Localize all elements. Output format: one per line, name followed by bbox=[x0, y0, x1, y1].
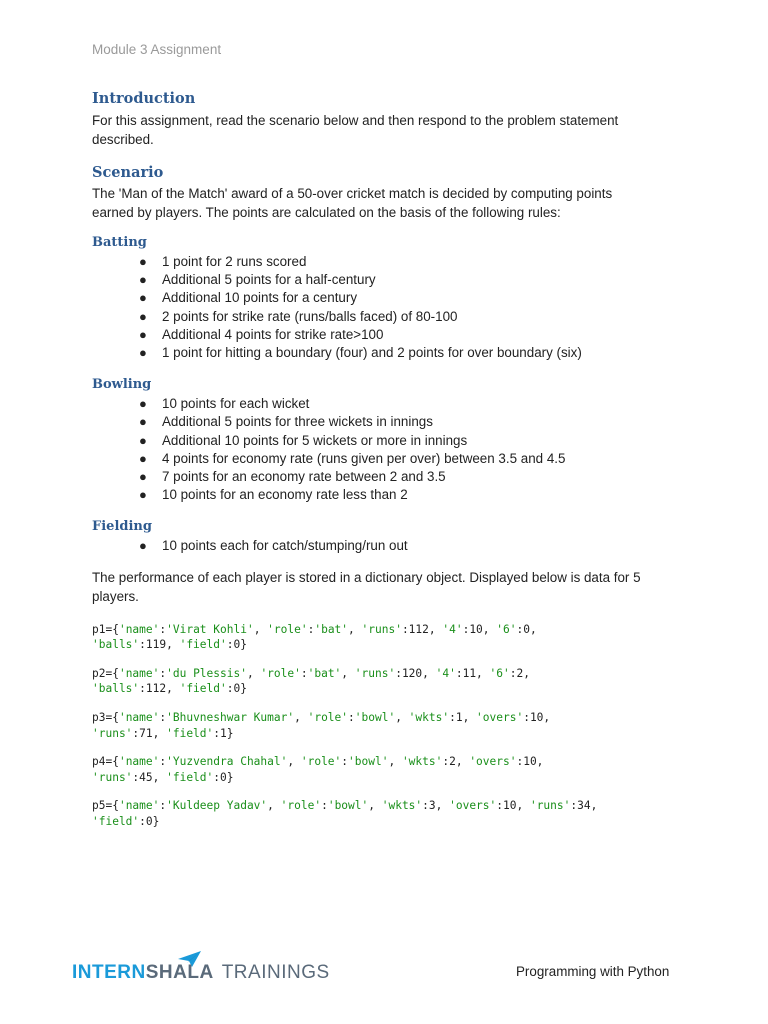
code-string: 'field' bbox=[92, 814, 140, 828]
code-line bbox=[92, 726, 652, 742]
code-text: :45, bbox=[132, 770, 167, 784]
code-text: : bbox=[159, 799, 167, 813]
code-text: :3, bbox=[422, 799, 450, 813]
code-string: 'wkts' bbox=[401, 755, 443, 769]
list-item: ● 1 point for hitting a boundary (four) and 2 points for over boundary (six) bbox=[139, 345, 582, 361]
code-block-p2 bbox=[92, 666, 652, 697]
code-string: '4' bbox=[435, 666, 456, 680]
code-text: :34, bbox=[570, 799, 598, 813]
document-body bbox=[92, 88, 652, 830]
code-string: 'role' bbox=[260, 666, 301, 680]
code-text: :1} bbox=[213, 726, 234, 740]
code-string: 'role' bbox=[280, 799, 322, 813]
list-item: ● Additional 5 points for a half-century bbox=[139, 272, 376, 288]
code-text: , bbox=[368, 799, 382, 813]
code-text: :0} bbox=[139, 814, 160, 828]
code-text: : bbox=[159, 666, 167, 680]
bowling-list bbox=[92, 395, 652, 504]
code-text: :120, bbox=[395, 666, 436, 680]
list-item: ● Additional 4 points for strike rate>100 bbox=[139, 326, 384, 342]
code-string: 'overs' bbox=[469, 755, 517, 769]
code-text: , bbox=[348, 622, 362, 636]
code-text: :1, bbox=[449, 711, 477, 725]
code-string: 'name' bbox=[118, 666, 160, 680]
code-line bbox=[92, 754, 652, 770]
code-string: 'name' bbox=[118, 622, 160, 636]
code-line bbox=[92, 681, 652, 697]
fielding-heading: Fielding bbox=[92, 519, 152, 535]
code-string: 'wkts' bbox=[408, 711, 450, 725]
code-string: 'wkts' bbox=[381, 799, 423, 813]
code-string: '6' bbox=[496, 622, 517, 636]
code-string: 'runs' bbox=[354, 666, 396, 680]
intro-paragraph bbox=[92, 111, 652, 149]
code-string: 'bat' bbox=[307, 666, 342, 680]
code-string: 'field' bbox=[179, 638, 227, 652]
code-text: : bbox=[159, 711, 167, 725]
code-text: , bbox=[294, 711, 308, 725]
code-text: , bbox=[395, 711, 409, 725]
code-string: 'balls' bbox=[92, 638, 140, 652]
code-text: , bbox=[253, 622, 268, 636]
performance-line-1: The performance of each player is stored in a dictionary object. Displayed below is data for 5 bbox=[92, 569, 641, 585]
code-line bbox=[92, 666, 652, 682]
code-string: '4' bbox=[442, 622, 463, 636]
performance-line-2: players. bbox=[92, 588, 139, 604]
code-text: , bbox=[287, 755, 301, 769]
code-string: 'runs' bbox=[92, 770, 133, 784]
code-text: :2, bbox=[509, 666, 530, 680]
code-string: 'role' bbox=[300, 755, 342, 769]
code-block-p5 bbox=[92, 798, 652, 829]
internshala-trainings-logo bbox=[72, 962, 330, 984]
code-string: 'runs' bbox=[361, 622, 402, 636]
code-line bbox=[92, 770, 652, 786]
code-text: :0} bbox=[226, 638, 247, 652]
code-string: 'balls' bbox=[92, 682, 140, 696]
code-text: p4={ bbox=[92, 755, 119, 769]
code-line bbox=[92, 637, 652, 653]
code-line bbox=[92, 710, 652, 726]
code-text: :10, bbox=[516, 755, 544, 769]
code-text: :10, bbox=[462, 622, 497, 636]
scenario-line-2: earned by players. The points are calculated on the basis of the following rules: bbox=[92, 205, 561, 220]
code-string: 'Yuzvendra Chahal' bbox=[166, 755, 288, 769]
bowling-heading: Bowling bbox=[92, 377, 152, 393]
code-line bbox=[92, 798, 652, 814]
code-text: , bbox=[267, 799, 281, 813]
code-text: , bbox=[341, 666, 355, 680]
code-text: :0, bbox=[516, 622, 537, 636]
list-item: ● 10 points each for catch/stumping/run out bbox=[139, 538, 408, 554]
code-string: 'name' bbox=[118, 799, 160, 813]
list-item: ● Additional 10 points for a century bbox=[139, 290, 358, 306]
list-item: ● Additional 5 points for three wickets in innings bbox=[139, 414, 433, 430]
page-header-title: Module 3 Assignment bbox=[92, 42, 222, 57]
scenario-paragraph bbox=[92, 184, 652, 222]
scenario-heading: Scenario bbox=[92, 164, 164, 181]
code-string: '6' bbox=[489, 666, 510, 680]
code-string: 'role' bbox=[307, 711, 349, 725]
code-string: 'field' bbox=[166, 770, 214, 784]
code-text: :2, bbox=[442, 755, 470, 769]
code-string: 'field' bbox=[179, 682, 227, 696]
code-text: :0} bbox=[226, 682, 247, 696]
list-item: ● 10 points for an economy rate less than 2 bbox=[139, 487, 408, 503]
code-string: 'bat' bbox=[314, 622, 349, 636]
code-text: : bbox=[341, 755, 349, 769]
code-string: 'du Plessis' bbox=[166, 666, 247, 680]
logo-shala: SHALA bbox=[145, 962, 214, 983]
code-text: :11, bbox=[455, 666, 490, 680]
code-text: :112, bbox=[139, 682, 180, 696]
code-string: 'bowl' bbox=[354, 711, 396, 725]
batting-list bbox=[92, 253, 652, 362]
fielding-list bbox=[92, 537, 652, 555]
code-text: :112, bbox=[401, 622, 443, 636]
code-text: , bbox=[246, 666, 261, 680]
code-text: p5={ bbox=[92, 799, 119, 813]
code-text: , bbox=[388, 755, 402, 769]
code-text: :71, bbox=[132, 726, 167, 740]
list-item: ● 10 points for each wicket bbox=[139, 396, 310, 412]
code-block-p3 bbox=[92, 710, 652, 741]
list-item: ● 1 point for 2 runs scored bbox=[139, 254, 307, 269]
code-text: p3={ bbox=[92, 711, 119, 725]
code-text: :10, bbox=[496, 799, 530, 813]
list-item: ● 7 points for an economy rate between 2 and 3.5 bbox=[139, 469, 446, 485]
code-string: 'overs' bbox=[449, 799, 497, 813]
logo-intern: INTERN bbox=[72, 962, 146, 983]
code-string: 'name' bbox=[118, 711, 160, 725]
code-string: 'role' bbox=[267, 622, 308, 636]
code-string: 'bowl' bbox=[348, 755, 389, 769]
list-item: ● Additional 10 points for 5 wickets or more in innings bbox=[139, 432, 468, 448]
list-item: ● 2 points for strike rate (runs/balls faced) of 80-100 bbox=[139, 308, 458, 324]
code-text: : bbox=[348, 711, 355, 725]
intro-line-1: For this assignment, read the scenario below and then respond to the problem statement bbox=[92, 113, 619, 128]
logo-trainings: TRAININGS bbox=[221, 962, 330, 983]
introduction-heading: Introduction bbox=[92, 90, 196, 107]
footer-course-name: Programming with Python bbox=[516, 964, 670, 979]
code-string: 'Kuldeep Yadav' bbox=[166, 799, 268, 813]
code-string: 'Virat Kohli' bbox=[166, 622, 254, 636]
code-string: 'name' bbox=[118, 755, 160, 769]
code-text: : bbox=[321, 799, 328, 813]
code-text: : bbox=[307, 622, 315, 636]
scenario-line-1: The 'Man of the Match' award of a 50-over cricket match is decided by computing points bbox=[92, 186, 613, 201]
code-text: : bbox=[300, 666, 308, 680]
code-text: :0} bbox=[213, 770, 234, 784]
code-text: : bbox=[159, 755, 167, 769]
code-text: : bbox=[159, 622, 167, 636]
list-item: ● 4 points for economy rate (runs given per over) between 3.5 and 4.5 bbox=[139, 450, 566, 466]
code-text: :10, bbox=[523, 711, 551, 725]
batting-heading: Batting bbox=[92, 235, 147, 250]
code-line bbox=[92, 622, 652, 638]
code-text: :119, bbox=[139, 638, 180, 652]
performance-paragraph bbox=[92, 568, 652, 606]
code-text: p1={ bbox=[92, 622, 119, 636]
code-block-p1 bbox=[92, 622, 652, 653]
intro-line-2: described. bbox=[92, 132, 154, 147]
code-string: 'Bhuvneshwar Kumar' bbox=[166, 711, 295, 725]
code-block-p4 bbox=[92, 754, 652, 785]
code-string: 'field' bbox=[166, 726, 214, 740]
code-line bbox=[92, 814, 652, 830]
code-string: 'runs' bbox=[92, 726, 133, 740]
code-string: 'runs' bbox=[529, 799, 571, 813]
code-text: p2={ bbox=[92, 666, 119, 680]
code-string: 'overs' bbox=[476, 711, 524, 725]
code-string: 'bowl' bbox=[327, 799, 369, 813]
